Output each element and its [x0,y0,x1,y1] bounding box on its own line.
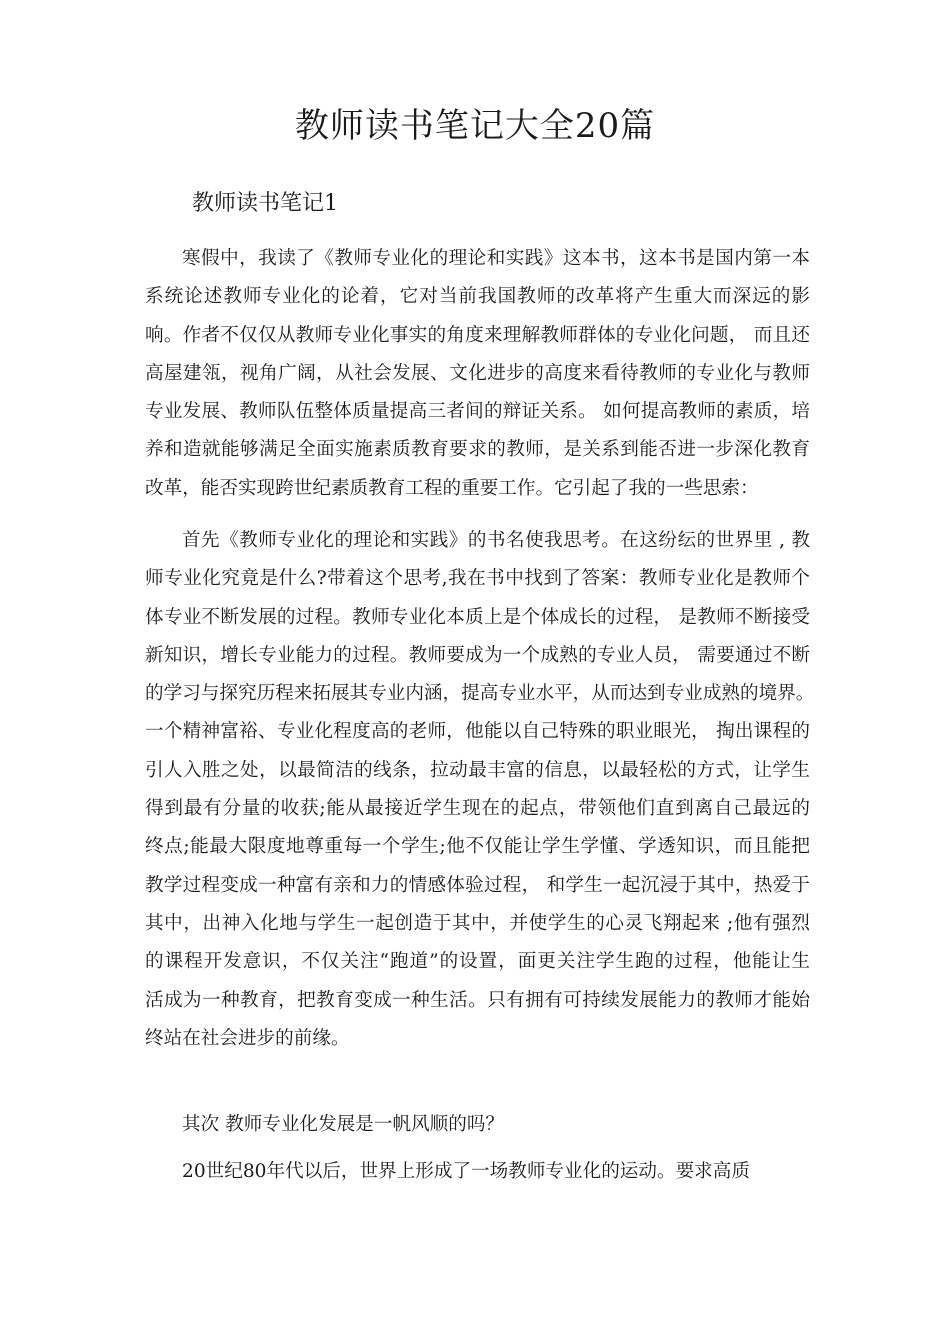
paragraph-line: 养和造就能够满足全面实施素质教育要求的教师，是关系到能否进一步深化教育 [145,439,810,461]
paragraph-line: 的学习与探究历程来拓展其专业内涵，提高专业水平，从而达到专业成熟的境界。 [145,683,815,705]
paragraph-line: 的课程开发意识，不仅关注“跑道”的设置，面更关注学生跑的过程，他能让生 [145,951,810,973]
section-heading: 教师读书笔记1 [192,191,338,216]
paragraph-line: 响。作者不仅仅从教师专业化事实的角度来理解教师群体的专业化问题， 而且还 [145,324,810,346]
paragraph-line: 其中，出神入化地与学生一起创造于其中，并使学生的心灵飞翔起来 ;他有强烈 [145,912,810,934]
paragraph-line: 系统论述教师专业化的论着，它对当前我国教师的改革将产生重大而深远的影 [145,286,810,308]
document-title: 教师读书笔记大全20篇 [294,106,656,146]
paragraph-line: 得到最有分量的收获;能从最接近学生现在的起点，带领他们直到离自己最远的 [145,798,810,820]
paragraph-line: 终站在社会进步的前缘。 [145,1027,350,1049]
paragraph-2 [145,522,815,1058]
paragraph-line: 一个精神富裕、专业化程度高的老师，他能以自己特殊的职业眼光， 掏出课程的 [145,721,810,743]
paragraph-line: 师专业化究竟是什么?带着这个思考,我在书中找到了答案：教师专业化是教师个 [145,568,810,590]
paragraph-1 [145,240,810,508]
paragraph-line: 引人入胜之处，以最简洁的线条，拉动最丰富的信息，以最轻松的方式，让学生 [145,759,810,781]
paragraph-line: 体专业不断发展的过程。教师专业化本质上是个体成长的过程， 是教师不断接受 [145,606,810,628]
paragraph-line: 新知识，增长专业能力的过程。教师要成为一个成熟的专业人员， 需要通过不断 [145,644,810,666]
paragraph-line: 首先《教师专业化的理论和实践》的书名使我思考。在这纷纭的世界里 , 教 [182,530,810,551]
paragraph-line: 专业发展、教师队伍整体质量提高三者间的辩证关系。 如何提高教师的素质，培 [145,401,810,423]
paragraph-line: 教学过程变成一种富有亲和力的情感体验过程， 和学生一起沉浸于其中，热爱于 [145,874,810,896]
paragraph-line: 活成为一种教育，把教育变成一种生活。只有拥有可持续发展能力的教师才能始 [145,989,810,1011]
paragraph-4: 20世纪80年代以后，世界上形成了一场教师专业化的运动。要求高质 [182,1161,750,1182]
paragraph-line: 寒假中，我读了《教师专业化的理论和实践》这本书，这本书是国内第一本 [182,248,810,269]
paragraph-3: 其次 教师专业化发展是一帆风顺的吗？ [182,1114,505,1135]
paragraph-line: 高屋建瓴，视角广阔，从社会发展、文化进步的高度来看待教师的专业化与教师 [145,362,810,384]
paragraph-line: 改革，能否实现跨世纪素质教育工程的重要工作。它引起了我的一些思索： [145,477,759,499]
paragraph-line: 终点;能最大限度地尊重每一个学生;他不仅能让学生学懂、学透知识，而且能把 [145,836,810,858]
